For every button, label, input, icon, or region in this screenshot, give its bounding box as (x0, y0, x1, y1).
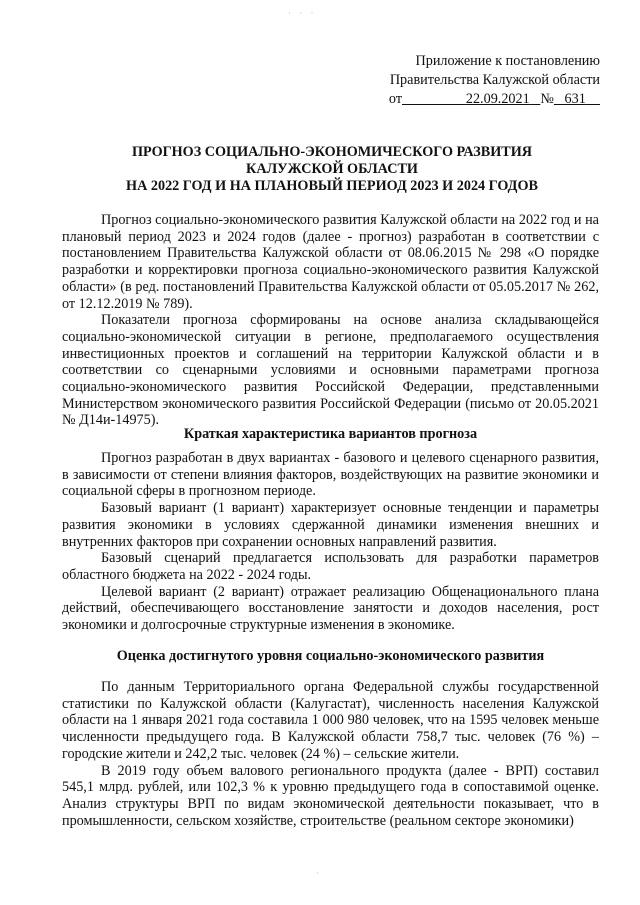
variants-paragraph-3: Базовый сценарий предлагается использовать для разработки параметров областного бюджета на 2022 - 2024 годы. (62, 550, 599, 583)
variants-section (62, 450, 599, 634)
section-heading-variants: Краткая характеристика вариантов прогноза (183, 426, 478, 442)
title-line-2: КАЛУЖСКОЙ ОБЛАСТИ (246, 161, 418, 177)
appendix-header (370, 52, 600, 109)
title-line-3: НА 2022 ГОД И НА ПЛАНОВЫЙ ПЕРИОД 2023 И 2024 ГОДОВ (126, 178, 538, 194)
title-line-1: ПРОГНОЗ СОЦИАЛЬНО-ЭКОНОМИЧЕСКОГО РАЗВИТИЯ (131, 144, 533, 160)
intro-paragraph-1: Прогноз социально-экономического развития Калужской области на 2022 год и на плановый период 2023 и 2024 годов (далее - прогноз) разработан в соответствии с постановлением Правительства Калужской области от 08.06.2015 № 298 «О порядке разработки и корректировки прогноза социально-экономического развития Калужской области» (в ред. постановлений Правительства Калужской области от 05.05.2017 № 262, от 12.12.2019 № 789). (62, 212, 599, 312)
scan-artifact-bottom: · (316, 868, 322, 878)
assessment-paragraph-1: По данным Территориального органа Федеральной службы государственной статистики по Калужской области (Калугастат), численность населения Калужской области на 1 января 2021 года составила 1 000 980 человек, что на 1595 человек меньше численности предыдущего года. В Калужской области 758,7 тыс. человек (76 %) – городские жители и 242,2 тыс. человек (24 %) – сельские жители. (62, 679, 599, 762)
intro-section (62, 212, 599, 429)
assessment-paragraph-2: В 2019 году объем валового регионального продукта (далее - ВРП) составил 545,1 млрд. рублей, или 102,3 % к уровню предыдущего года в сопоставимой оценке. Анализ структуры ВРП по видам экономической деятельности показывает, что в промышленности, сельском хозяйстве, строительстве (реальном секторе экономики) (62, 762, 599, 829)
section-heading-assessment: Оценка достигнутого уровня социально-экономического развития (116, 648, 545, 664)
appendix-number-label: № (540, 91, 554, 107)
appendix-from-label: от (388, 91, 403, 107)
variants-paragraph-2: Базовый вариант (1 вариант) характеризует основные тенденции и параметры развития экономики в условиях сдержанной динамики изменения внешних и внутренних факторов при сохранении основных направлений развития. (62, 500, 599, 550)
variants-paragraph-1: Прогноз разработан в двух вариантах - базового и целевого сценарного развития, в зависимости от степени влияния факторов, воздействующих на развитие экономики и социальной сферы в прогнозном периоде. (62, 450, 599, 500)
assessment-section (62, 679, 599, 829)
appendix-date-underline (402, 91, 540, 107)
document-title (62, 144, 602, 195)
scan-artifact-top: · · · (288, 8, 317, 18)
appendix-date-line (370, 90, 600, 109)
variants-paragraph-4: Целевой вариант (2 вариант) отражает реализацию Общенационального плана действий, обеспечивающего восстановление занятости и доходов населения, рост экономики и долгосрочные структурные изменения в экономике. (62, 583, 599, 634)
appendix-number: 631 (564, 91, 586, 107)
intro-paragraph-2: Показатели прогноза сформированы на основе анализа складывающейся социально-экономической ситуации в регионе, предполагаемого осуществления инвестиционных проектов и соглашений на территории Калужской области и в соответствии со сценарными условиями и основными параметрами прогноза социально-экономического развития Российской Федерации, представленными Министерством экономического развития Российской Федерации (письмо от 20.05.2021 № Д14и-14975). (62, 312, 599, 429)
appendix-number-underline (554, 91, 600, 107)
appendix-line-2: Правительства Калужской области (389, 72, 600, 88)
appendix-line-1: Приложение к постановлению (415, 53, 600, 69)
appendix-date: 22.09.2021 (465, 91, 530, 107)
